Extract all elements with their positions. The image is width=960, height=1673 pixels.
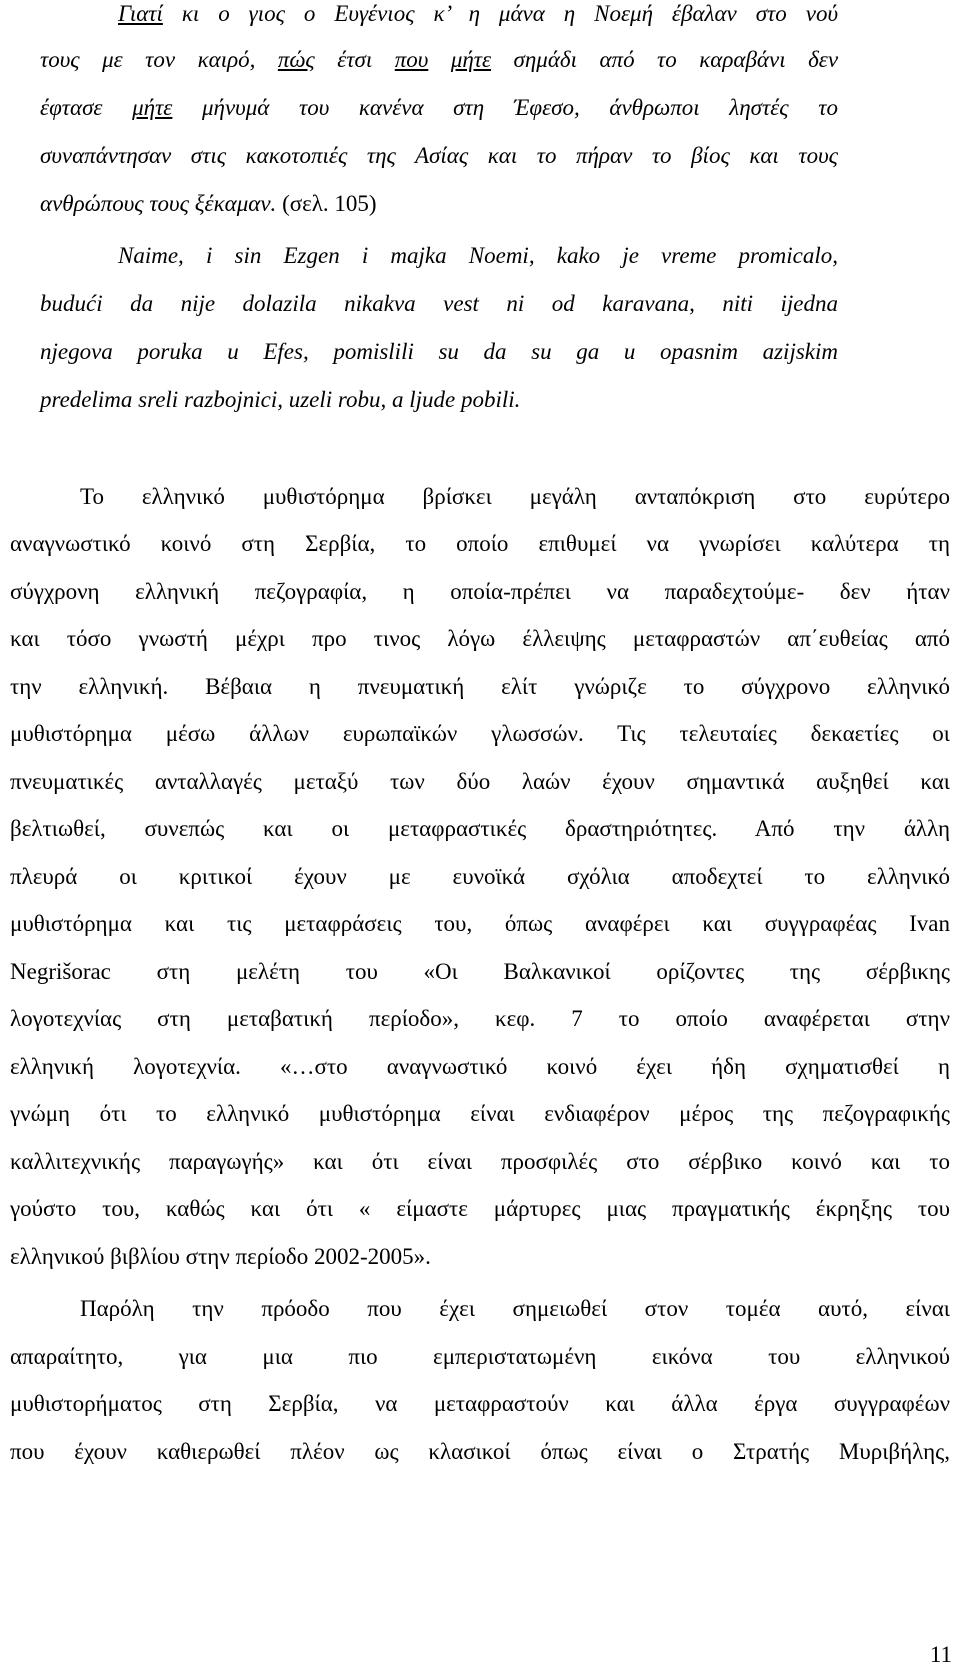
paragraph-line: λογοτεχνίας στη μεταβατική περίοδο», κεφ. 7 το οποίο αναφέρεται στην — [10, 1006, 950, 1031]
paragraph-line: μυθιστόρημα και τις μεταφράσεις του, όπως αναφέρει και συγγραφέας Ivan — [10, 911, 950, 936]
quote-line: Naime, i sin Ezgen i majka Noemi, kako je vreme promicalo, — [118, 243, 838, 268]
paragraph-line: γνώμη ότι το ελληνικό μυθιστόρημα είναι ενδιαφέρον μέρος της πεζογραφικής — [10, 1101, 950, 1126]
quote-line: budući da nije dolazila nikakva vest ni od karavana, niti ijedna — [40, 291, 838, 316]
page-number: 11 — [929, 1642, 952, 1667]
paragraph-line: Negrišorac στη μελέτη του «Οι Βαλκανικοί ορίζοντες της σέρβικης — [10, 959, 950, 984]
quote-line: ανθρώπους τους ξέκαμαν. (σελ. 105) — [40, 191, 377, 216]
paragraph-line: αναγνωστικό κοινό στη Σερβία, το οποίο επιθυμεί να γνωρίσει καλύτερα τη — [10, 531, 950, 556]
quote-line: τους με τον καιρό, πώς έτσι που μήτε σημάδι από το καραβάνι δεν — [40, 47, 839, 72]
underlined-word: Γιατί — [118, 1, 163, 26]
paragraph-line: ελληνική λογοτεχνία. «…στο αναγνωστικό κοινό έχει ήδη σχηματισθεί η — [10, 1054, 950, 1079]
underlined-word: πώς — [277, 47, 315, 72]
paragraph-line: βελτιωθεί, συνεπώς και οι μεταφραστικές δραστηριότητες. Από την άλλη — [10, 816, 950, 841]
paragraph-line: πνευματικές ανταλλαγές μεταξύ των δύο λαών έχουν σημαντικά αυξηθεί και — [10, 769, 950, 794]
quote-line: njegova poruka u Efes, pomislili su da su ga u opasnim azijskim — [40, 339, 838, 364]
paragraph-line: γούστο του, καθώς και ότι « είμαστε μάρτυρες μιας πραγματικής έκρηξης του — [10, 1196, 950, 1221]
paragraph-line: πλευρά οι κριτικοί έχουν με ευνοϊκά σχόλια αποδεχτεί το ελληνικό — [10, 864, 950, 889]
quote-line: συναπάντησαν στις κακοτοπιές της Ασίας και το πήραν το βίος και τους — [40, 143, 838, 168]
paragraph-line: καλλιτεχνικής παραγωγής» και ότι είναι προσφιλές στο σέρβικο κοινό και το — [10, 1149, 950, 1174]
paragraph-line: και τόσο γνωστή μέχρι προ τινος λόγω έλλειψης μεταφραστών απ΄ευθείας από — [10, 626, 950, 651]
quote-line: έφτασε μήτε μήνυμά του κανένα στη Έφεσο, άνθρωποι ληστές το — [40, 95, 838, 120]
underlined-word: μήτε — [450, 47, 492, 72]
underlined-word: μήτε — [132, 95, 173, 120]
paragraph-line: Το ελληνικό μυθιστόρημα βρίσκει μεγάλη ανταπόκριση στο ευρύτερο — [80, 484, 950, 509]
quote-line: Γιατί κι ο γιος ο Ευγένιος κ’ η μάνα η Νοεμή έβαλαν στο νού — [118, 1, 838, 26]
underlined-word: που — [394, 47, 429, 72]
paragraph-line: την ελληνική. Βέβαια η πνευματική ελίτ γνώριζε το σύγχρονο ελληνικό — [10, 674, 950, 699]
paragraph-line: απαραίτητο, για μια πιο εμπεριστατωμένη εικόνα του ελληνικού — [10, 1344, 950, 1369]
paragraph-line: ελληνικού βιβλίου στην περίοδο 2002-2005». — [10, 1244, 431, 1269]
paragraph-line: μυθιστόρημα μέσω άλλων ευρωπαϊκών γλωσσών. Τις τελευταίες δεκαετίες οι — [10, 721, 950, 746]
paragraph-line: που έχουν καθιερωθεί πλέον ως κλασικοί όπως είναι ο Στρατής Μυριβήλης, — [10, 1439, 950, 1464]
paragraph-line: μυθιστορήματος στη Σερβία, να μεταφραστούν και άλλα έργα συγγραφέων — [10, 1391, 950, 1416]
page-reference: (σελ. 105) — [276, 191, 377, 216]
quote-line: predelima sreli razbojnici, uzeli robu, a ljude pobili. — [40, 387, 521, 412]
paragraph-line: σύγχρονη ελληνική πεζογραφία, η οποία-πρέπει να παραδεχτούμε- δεν ήταν — [10, 579, 950, 604]
paragraph-line: Παρόλη την πρόοδο που έχει σημειωθεί στον τομέα αυτό, είναι — [80, 1296, 950, 1321]
